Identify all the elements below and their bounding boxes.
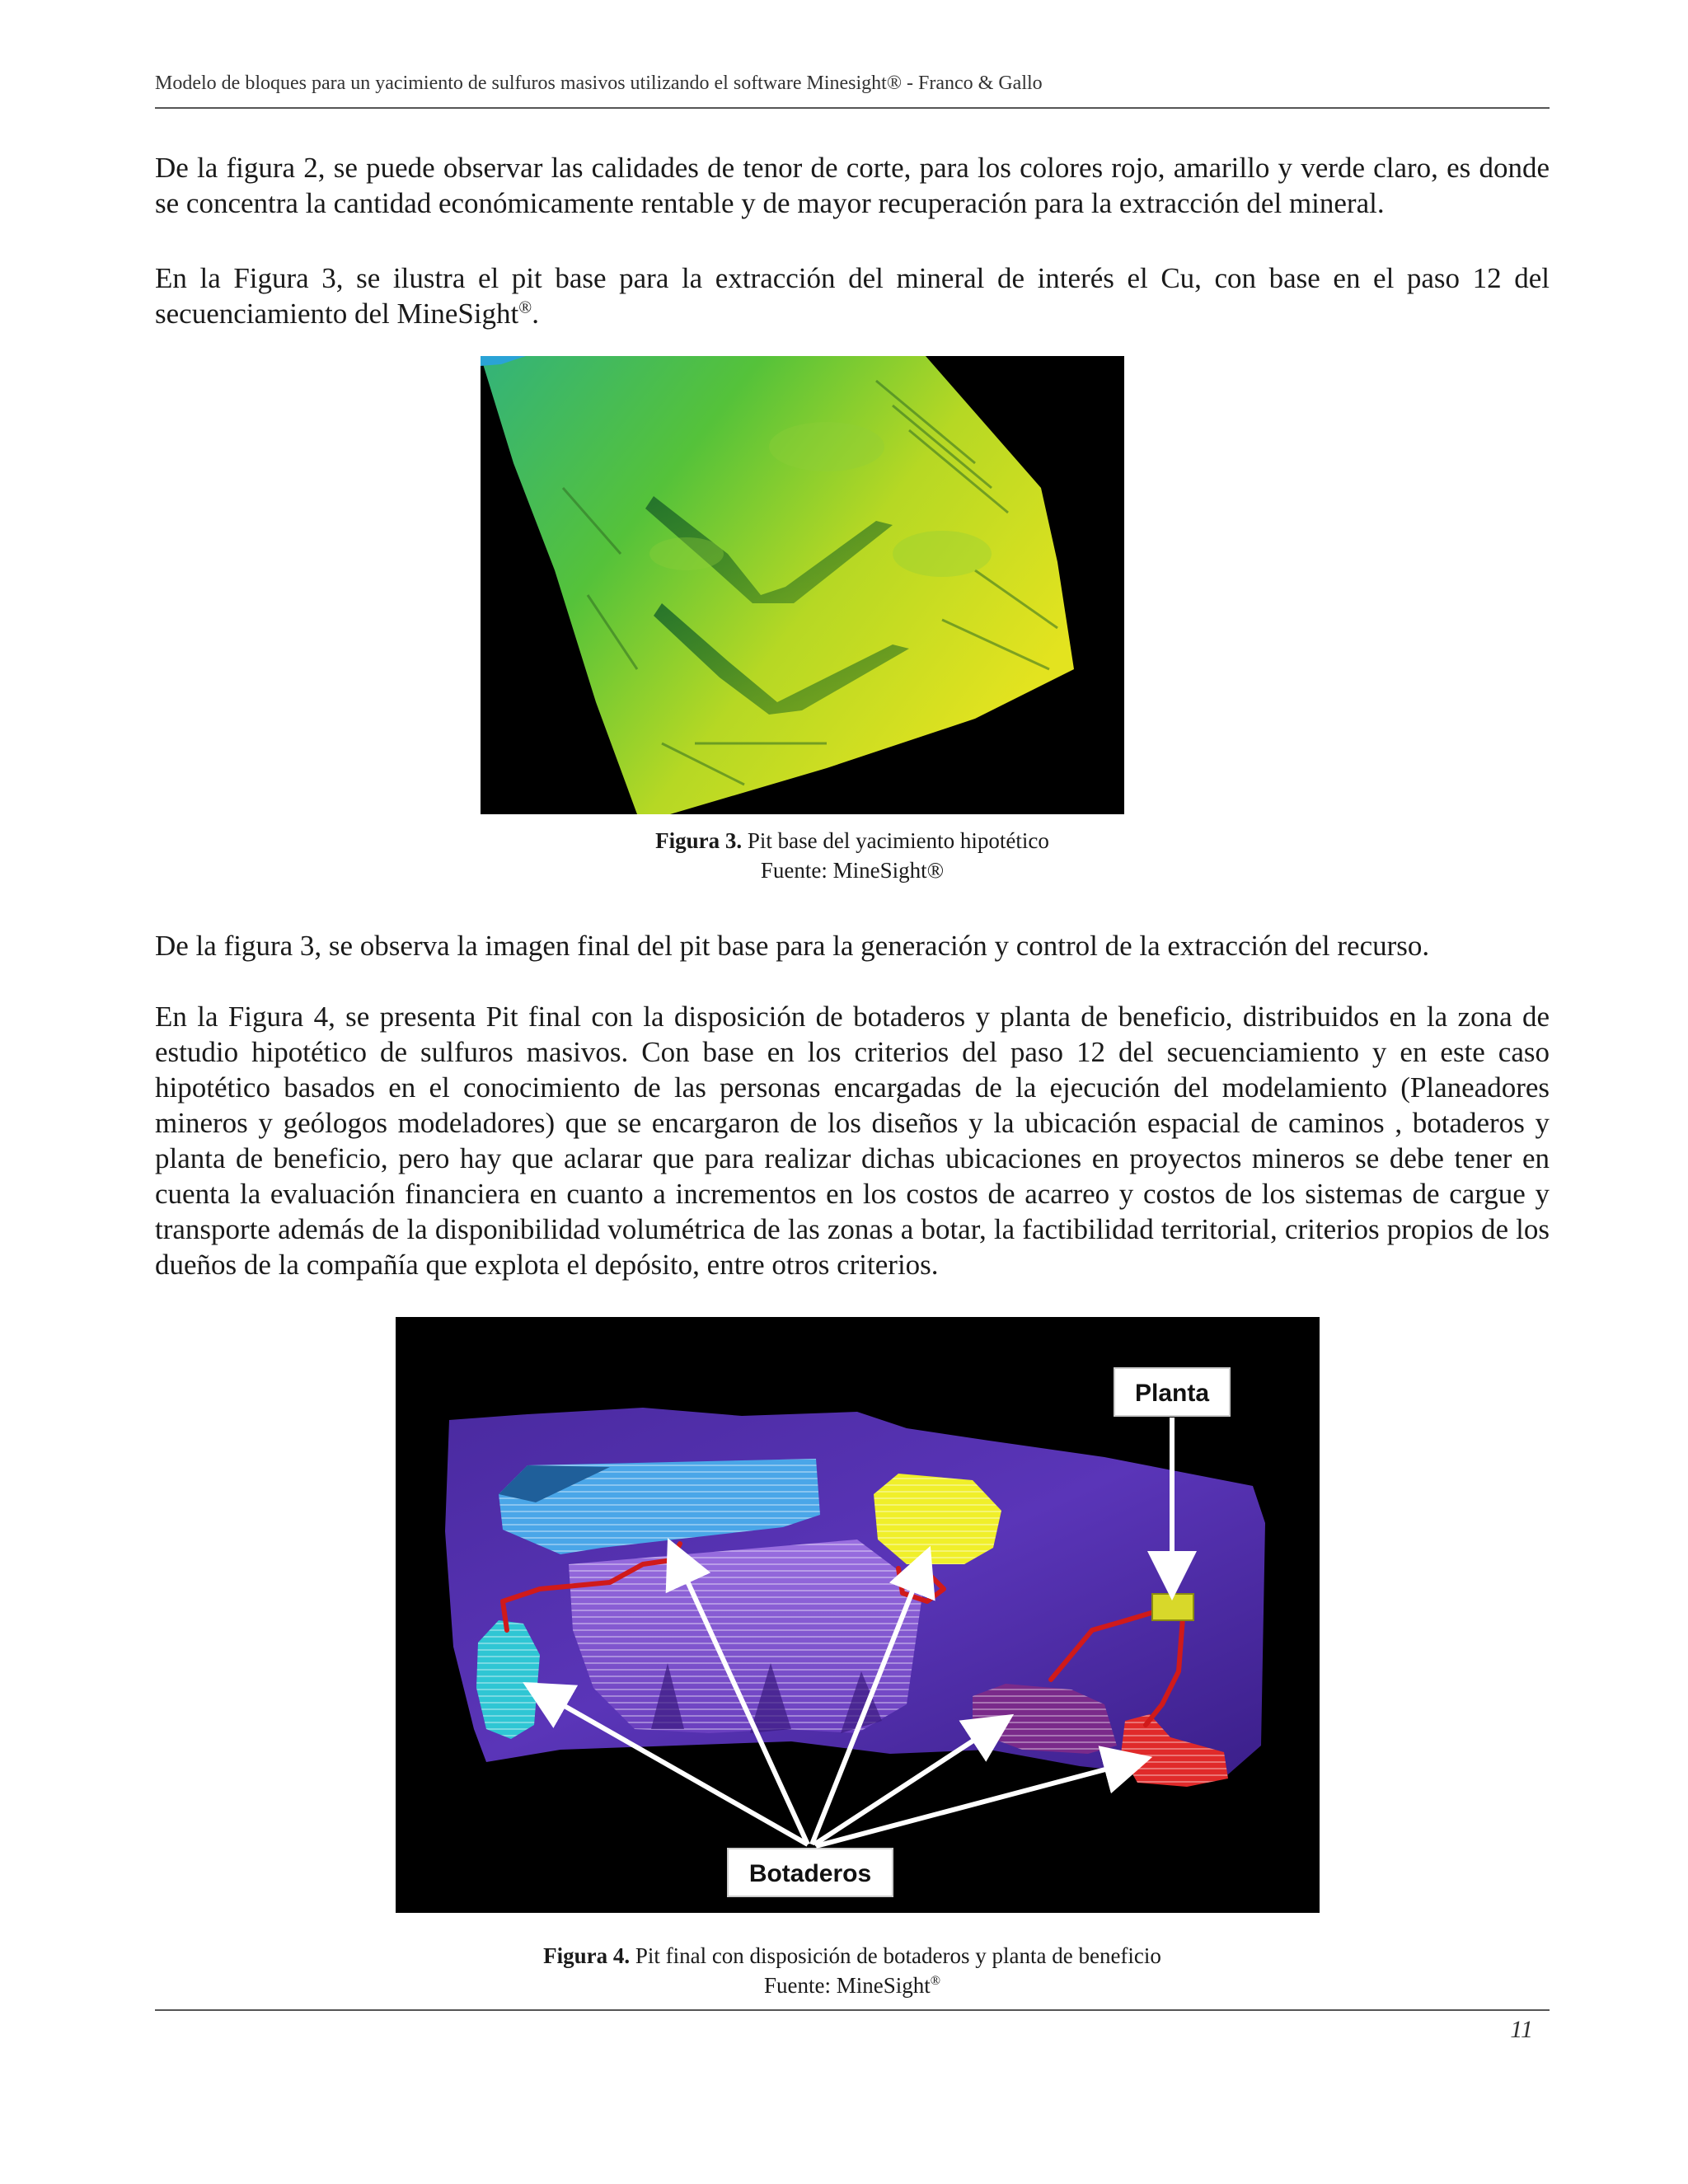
figure-3-caption-line (155, 826, 1550, 855)
botaderos-label: Botaderos (748, 1860, 872, 1887)
figure-4-caption-text: Pit final con disposición de botaderos y planta de beneficio (630, 1943, 1161, 1968)
paragraph-3: De la figura 3, se observa la imagen final del pit base para la generación y control de la extracción del recurso. (155, 930, 1430, 962)
paragraph-2 (155, 260, 1550, 331)
header-rule (155, 107, 1550, 109)
registered-mark: ® (518, 297, 532, 317)
paragraph-1: De la figura 2, se puede observar las calidades de tenor de corte, para los colores rojo, amarillo y verde claro, es donde se concentra la cantidad económicamente rentable y de mayor recuperación para la extracción del mineral. (155, 152, 1550, 219)
footer-rule (155, 2009, 1550, 2011)
figure-3-caption-text: Pit base del yacimiento hipotético (742, 828, 1049, 853)
registered-mark-2: ® (930, 1973, 941, 1988)
paragraph-2-end: . (532, 298, 539, 330)
figure-3-label: Figura 3. (655, 828, 743, 853)
paragraph-4: En la Figura 4, se presenta Pit final con la disposición de botaderos y planta de beneficio, distribuidos en la zona de estudio hipotético de sulfuros masivos. Con base en los criterios del paso 12 del secuenciamiento y en este caso hipotético basados en el conocimiento de las personas encargadas de la ejecución del modelamiento (Planeadores mineros y geólogos modeladores) que se encargaron de los diseños y la ubicación espacial de caminos , botaderos y planta de beneficio, pero hay que aclarar que para realizar dichas ubicaciones en proyectos mineros se debe tener en cuenta la evaluación financiera en cuanto a incrementos en los costos de acarreo y costos de los sistemas de cargue y transporte además de la disponibilidad volumétrica de las zonas a botar, la factibilidad territorial, criterios propios de los dueños de la compañía que explota el depósito, entre otros criterios. (155, 1001, 1550, 1281)
paragraph-2-text: En la Figura 3, se ilustra el pit base para la extracción del mineral de interés el Cu, con base en el paso 12 del secuenciamiento del MineSight (155, 262, 1550, 330)
figure-3-source: Fuente: MineSight® (760, 858, 945, 883)
figure-3-caption (155, 826, 1550, 885)
figure-4-source-text: Fuente: MineSight (763, 1973, 931, 1998)
figure-3-pit-base-image (481, 356, 1124, 814)
planta-label: Planta (1134, 1380, 1210, 1407)
figure-4-pit-final-image (396, 1317, 1320, 1913)
figure-4-source (155, 1971, 1550, 2000)
page-number: 11 (1510, 2016, 1533, 2043)
figure-4-label: Figura 4. (543, 1943, 631, 1968)
running-header: Modelo de bloques para un yacimiento de sulfuros masivos utilizando el software Minesight® - Franco & Gallo (155, 73, 1043, 94)
figure-4-caption (155, 1941, 1550, 2000)
figure-4-caption-line (155, 1941, 1550, 1971)
